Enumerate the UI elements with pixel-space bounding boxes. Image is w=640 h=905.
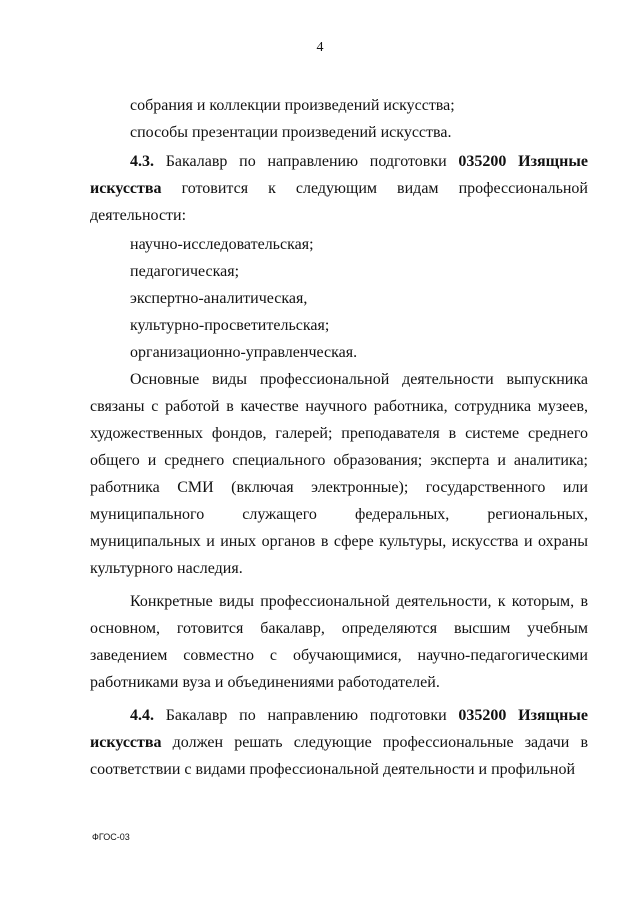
paragraph-main-activities: Основные виды профессиональной деятельности выпускника связаны с работой в качестве научного работника, сотрудника музеев, художественных фондов, галерей; преподавателя в системе среднего общего и среднего специального образования; эксперта и аналитика; работника СМИ (включая электронные); государственного или муниципального служащего федеральных, региональных, муниципальных и иных органов в сфере культуры, искусства и охраны культурного наследия. <box>90 371 588 577</box>
section-4-4-paragraph <box>90 702 588 783</box>
paragraph-specific-activities: Конкретные виды профессиональной деятельности, к которым, в основном, готовится бакалавр, определяются высшим учебным заведением совместно с обучающимися, научно-педагогическими работниками вуза и объединениями работодателей. <box>90 593 588 691</box>
program-code: 035200 Изящные искусства <box>90 707 588 751</box>
section-number: 4.3. <box>130 153 154 170</box>
section-4-3-paragraph <box>90 148 588 229</box>
list-item: собрания и коллекции произведений искусства; <box>130 97 455 114</box>
list-item: организационно-управленческая. <box>130 344 358 361</box>
list-item: педагогическая; <box>130 263 240 280</box>
section-text: Бакалавр по направлению подготовки <box>154 153 459 170</box>
section-text: должен решать следующие профессиональные задачи в соответствии с видами профессиональной деятельности и профильной <box>90 734 588 778</box>
list-item: научно-исследовательская; <box>130 236 314 253</box>
section-text: готовится к следующим видам профессиональной деятельности: <box>90 180 588 224</box>
footer-label: ФГОС-03 <box>92 832 130 842</box>
section-number: 4.4. <box>130 707 154 724</box>
list-item: способы презентации произведений искусства. <box>130 124 452 141</box>
section-text: Бакалавр по направлению подготовки <box>154 707 459 724</box>
list-item: экспертно-аналитическая, <box>130 290 308 307</box>
page-content <box>90 92 588 783</box>
list-item: культурно-просветительская; <box>130 317 330 334</box>
page-number: 4 <box>316 40 324 55</box>
program-code: 035200 Изящные искусства <box>90 153 588 197</box>
